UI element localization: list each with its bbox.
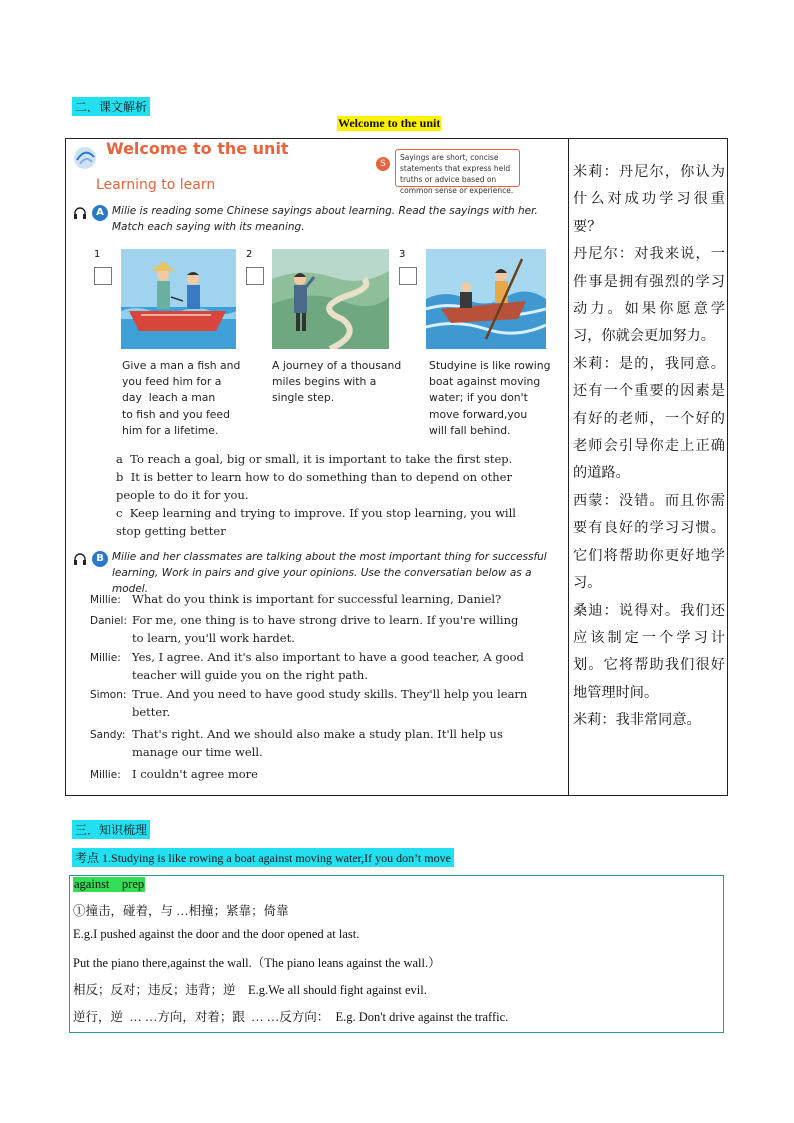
dialogue-speaker: Sandy: [90, 729, 126, 741]
vocab-line: ①撞击，碰着，与 …相撞；紧靠；倚靠 [73, 904, 289, 918]
match-box[interactable] [399, 267, 417, 285]
fishing-boat-illustration [121, 249, 236, 349]
saying-number: 1 [94, 249, 101, 260]
textbook-page [66, 139, 568, 795]
sayings-note: Sayings are short, concise statements that express held truths or advice based on common sense or experience. [395, 149, 520, 187]
meaning-letter: c [116, 506, 123, 520]
kaodian-text: 1.Studying is like rowing a boat against moving water,If you don’t move [102, 851, 451, 865]
dialogue-line [90, 685, 532, 721]
note-icon: S [376, 157, 390, 171]
dialogue-text: Yes, I agree. And it's also important to have a good teacher, A good teacher will guide you on the right path. [132, 650, 524, 682]
match-box[interactable] [94, 267, 112, 285]
translation-line: 丹尼尔：对我来说，一件事是拥有强烈的学习动力。如果你愿意学习，你就会更加努力。 [573, 246, 725, 345]
meaning-item [116, 468, 536, 504]
saying-number: 2 [246, 249, 253, 260]
dialogue-line [90, 590, 532, 609]
translation-line: 米莉：丹尼尔，你认为什么对成功学习很重要？ [573, 164, 725, 235]
dialogue-text: I couldn't agree more [132, 767, 258, 781]
kaodian-line [72, 848, 454, 867]
dialogue-speaker: Daniel: [90, 615, 128, 627]
dialogue-speaker: Simon: [90, 689, 127, 701]
meaning-item [116, 504, 536, 540]
journey-path-illustration [272, 249, 389, 349]
dialogue-text: What do you think is important for successful learning, Daniel? [132, 592, 502, 606]
translation-line: 米莉：我非常同意。 [573, 712, 701, 729]
textbook-title: Welcome to the unit [106, 139, 289, 158]
swirl-logo-icon [72, 145, 98, 171]
section-3-heading: 三．知识梳理 [72, 820, 150, 839]
translation-line: 米莉：是的，我同意。还有一个重要的因素是有好的老师，一个好的老师会引导你走上正确的道路。 [573, 355, 725, 482]
meaning-letter: a [116, 452, 123, 466]
part-a-badge: A [92, 205, 108, 221]
dialogue-line [90, 765, 532, 784]
translation-line: 西蒙：没错。而且你需要有良好的学习习惯。它们将帮助你更好地学习。 [573, 492, 725, 592]
saying-number: 3 [399, 249, 406, 260]
dialogue-line [90, 725, 532, 761]
vocab-box [69, 875, 724, 1033]
meaning-text: It is better to learn how to do something than to depend on other people to do it for you. [116, 470, 512, 502]
section-2-heading: 二．课文解析 [72, 97, 150, 116]
dialogue-text: For me, one thing is to have strong drive to learn. If you're willing to learn, you'll work hardet. [132, 613, 519, 645]
saying-text: A journey of a thousand miles begins with a single step. [272, 359, 402, 405]
dialogue-speaker: Millie: [90, 652, 121, 664]
translation-line: 桑迪：说得对。我们还应该制定一个学习计划。它将帮助我们很好地管理时间。 [573, 602, 725, 701]
chinese-translation [573, 159, 725, 735]
meaning-item [116, 450, 536, 468]
lesson-table [65, 138, 728, 796]
match-box[interactable] [246, 267, 264, 285]
saying-text: Studyine is like rowing boat against moving water; if you don't move forward,you will fall behind. [429, 359, 551, 437]
unit-title: Welcome to the unit [338, 116, 441, 130]
part-b-badge: B [92, 551, 108, 567]
headphones-icon [72, 205, 88, 221]
vocab-line: 相反；反对；违反；违背；逆 E.g.We all should fight against evil. [73, 983, 427, 997]
dialogue-line [90, 611, 532, 647]
meaning-text: Keep learning and trying to improve. If you stop learning, you will stop getting better [116, 506, 516, 538]
vocab-line: 逆行，逆 … …方向，对着；跟 … …反方向： E.g. Don't drive against the traffic. [73, 1010, 509, 1024]
dialogue-text: True. And you need to have good study skills. They'll help you learn better. [132, 687, 528, 719]
rowing-boat-illustration [426, 249, 546, 349]
dialogue-text: That's right. And we should also make a study plan. It'll help us manage our time well. [132, 727, 503, 759]
meaning-text: To reach a goal, big or small, it is important to take the first step. [130, 452, 513, 466]
dialogue-line [90, 648, 532, 684]
dialogue-speaker: Millie: [90, 769, 121, 781]
kaodian-label: 考点 [75, 851, 100, 865]
textbook-subtitle: Learning to learn [96, 177, 216, 193]
meaning-letter: b [116, 470, 124, 484]
saying-text: Give a man a fish and you feed him for a day leach a man to fish and you feed him for a lifetime. [122, 359, 241, 437]
vocab-word: against prep [74, 877, 145, 891]
dialogue-speaker: Millie: [90, 594, 121, 606]
column-divider [568, 139, 569, 795]
vocab-line: E.g.I pushed against the door and the door opened at last. [73, 927, 360, 941]
vocab-line: Put the piano there,against the wall.（The piano leans against the wall.） [73, 956, 441, 970]
part-a-instruction: Milie is reading some Chinese sayings about learning. Read the sayings with her. Match each saying with its meaning. [112, 205, 538, 233]
part-b-instruction: Milie and her classmates are talking about the most important thing for successful learning, Work in pairs and give your opinions. Use the conversatian below as a model. [112, 551, 547, 595]
headphones-icon [72, 551, 88, 567]
